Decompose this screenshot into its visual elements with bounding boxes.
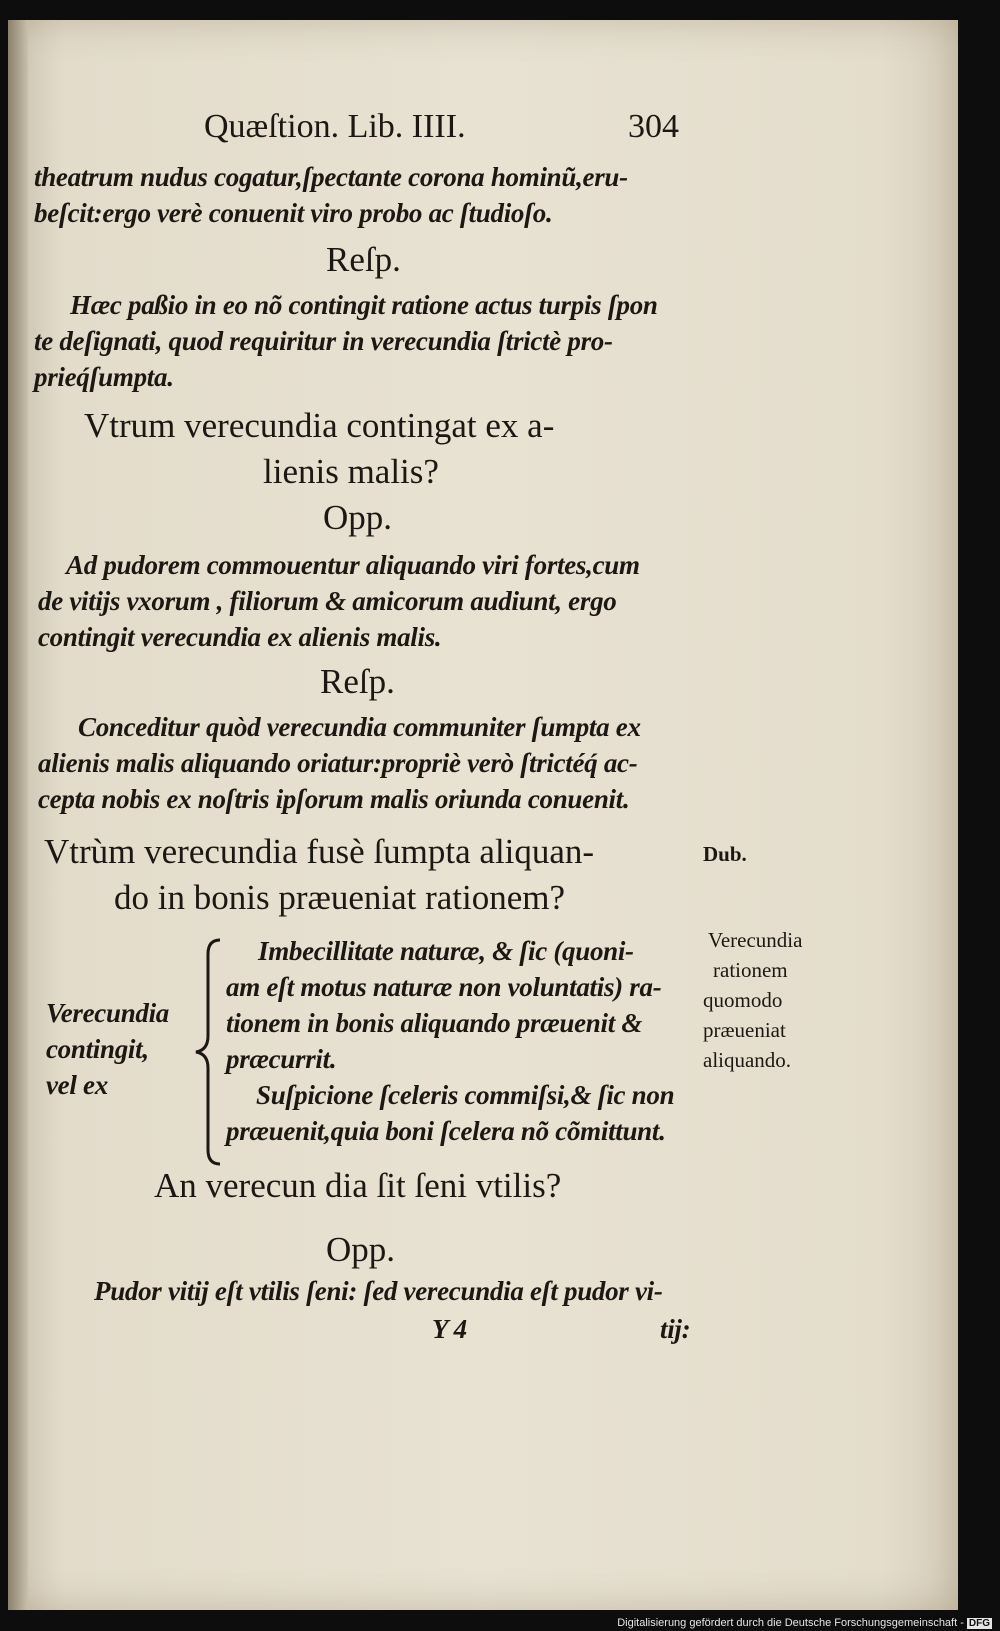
scheme-branch-line: Imbecillitate naturæ, & ſic (quoni-: [258, 936, 634, 966]
page-number: 304: [628, 108, 679, 145]
scheme-branch-line: tionem in bonis aliquando præuenit &: [226, 1008, 643, 1038]
resp-line: Hæc paßio in eo nõ contingit ratione actus turpis ſpon: [70, 290, 658, 320]
resp-label: Reſp.: [320, 662, 395, 701]
margin-note-line: quomodo: [703, 988, 783, 1012]
scheme-branch-line: præcurrit.: [226, 1044, 337, 1074]
resp-line: prieq́ſumpta.: [34, 362, 174, 392]
question-heading: do in bonis præueniat rationem?: [114, 878, 566, 917]
opp-line: de vitijs vxorum , filiorum & amicorum audiunt, ergo: [38, 586, 617, 616]
opp-line: Ad pudorem commouentur aliquando viri fortes,cum: [66, 550, 640, 580]
opp-line: contingit verecundia ex alienis malis.: [38, 622, 442, 652]
opp-label: Opp.: [323, 498, 393, 537]
book-page: [8, 20, 958, 1610]
question-heading: An verecun dia ſit ſeni vtilis?: [154, 1166, 562, 1205]
resp-line: cepta nobis ex noſtris ipſorum malis oriunda conuenit.: [38, 784, 630, 814]
margin-note-line: aliquando.: [703, 1048, 792, 1072]
continuation-line: beſcit:ergo verè conuenit viro probo ac ſtudioſo.: [34, 198, 553, 228]
signature-mark: Y 4: [432, 1314, 467, 1344]
catchword: tij:: [660, 1314, 691, 1344]
continuation-line: theatrum nudus cogatur,ſpectante corona hominũ,eru-: [34, 162, 628, 192]
margin-note-line: rationem: [713, 958, 788, 982]
scheme-branch-line: præuenit,quia boni ſcelera nõ cõmittunt.: [226, 1116, 666, 1146]
scheme-branch-line: am eſt motus naturæ non voluntatis) ra-: [226, 972, 662, 1002]
resp-line: Conceditur quòd verecundia communiter ſumpta ex: [78, 712, 641, 742]
resp-label: Reſp.: [326, 240, 401, 279]
digitization-footer: [617, 1617, 992, 1629]
scheme-label: Verecundia: [46, 998, 170, 1028]
running-title: Quæſtion. Lib. IIII.: [204, 108, 466, 145]
dfg-logo: DFG: [968, 1618, 990, 1629]
resp-line: alienis malis aliquando oriatur:propriè verò ſtrictéq́ ac-: [38, 748, 638, 778]
opp-label: Opp.: [326, 1230, 396, 1269]
scheme-label: contingit,: [46, 1034, 149, 1064]
margin-note-line: Verecundia: [708, 928, 803, 952]
scheme-branch-line: Suſpicione ſceleris commiſsi,& ſic non: [256, 1080, 675, 1110]
question-heading: lienis malis?: [263, 452, 439, 491]
curly-brace-icon: [188, 936, 224, 1168]
opp-line: Pudor vitij eſt vtilis ſeni: ſed verecundia eſt pudor vi-: [94, 1276, 663, 1306]
resp-line: te deſignati, quod requiritur in verecundia ſtrictè pro-: [34, 326, 613, 356]
scheme-label: vel ex: [46, 1070, 108, 1100]
margin-note-line: præueniat: [703, 1018, 786, 1042]
footer-text: Digitalisierung gefördert durch die Deutsche Forschungsgemeinschaft -: [617, 1617, 964, 1629]
margin-dub: Dub.: [703, 842, 747, 866]
question-heading: Vtrum verecundia contingat ex a-: [84, 406, 555, 445]
question-heading: Vtrùm verecundia fusè ſumpta aliquan-: [44, 832, 595, 871]
